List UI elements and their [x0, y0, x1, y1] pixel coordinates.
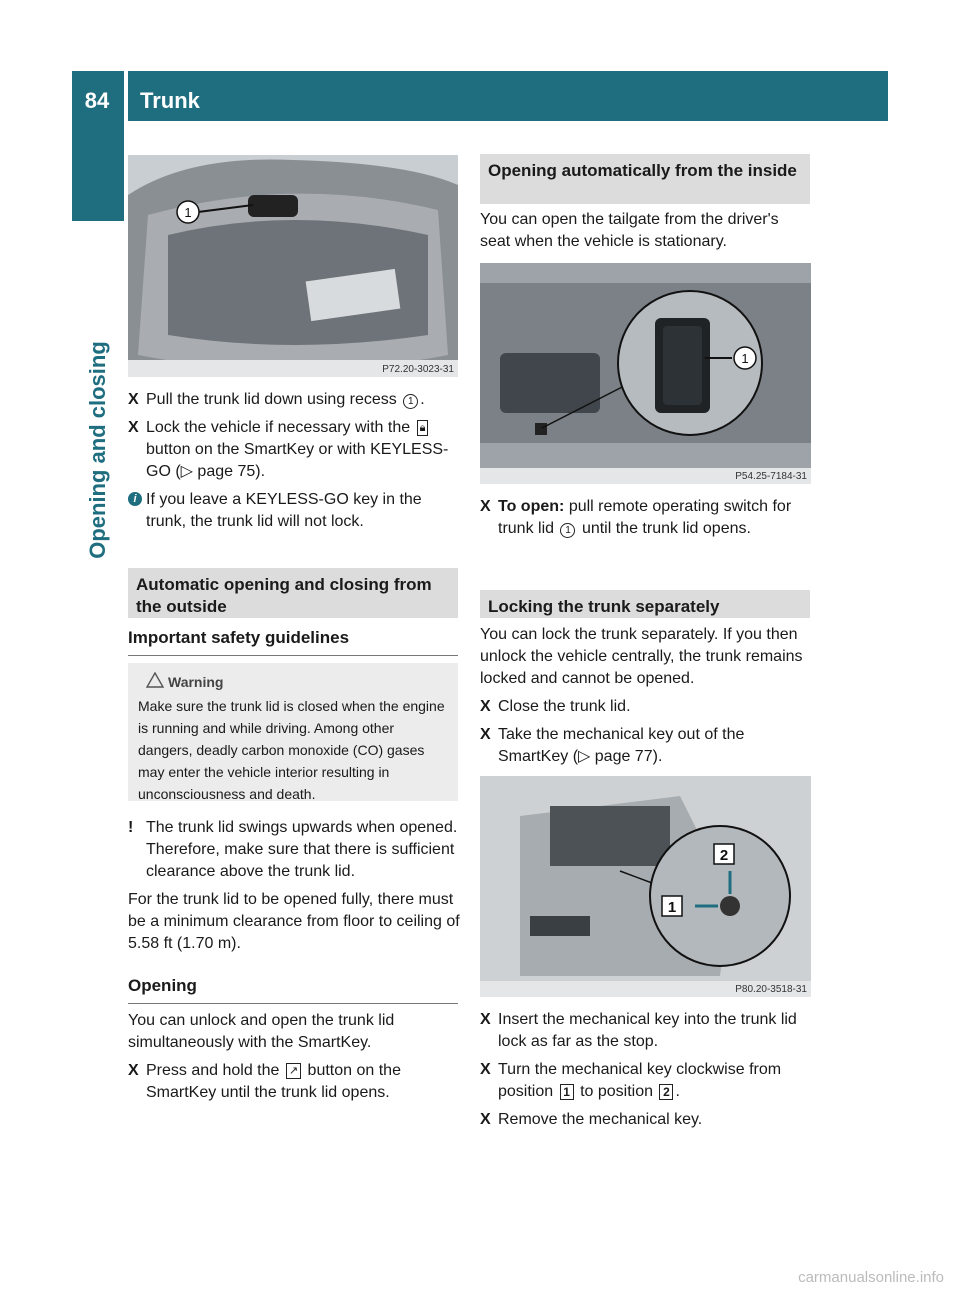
locking-paragraph: You can lock the trunk separately. If you then unlock the vehicle centrally, the trunk remains locked and cannot be opened. — [480, 626, 803, 687]
lock-icon: 🔒︎ — [417, 420, 429, 436]
inside-paragraph: You can open the tailgate from the driver's seat when the vehicle is stationary. — [480, 211, 779, 250]
right-column-key-steps — [480, 1009, 812, 1137]
section-heading-automatic: Automatic opening and closing from the outside — [128, 568, 458, 618]
callout-1: 1 — [667, 899, 677, 916]
page-title: Trunk — [140, 88, 200, 113]
step-insert-key: X Insert the mechanical key into the trunk lid lock as far as the stop. — [480, 1011, 797, 1050]
notice: ! The trunk lid swings upwards when opened. Therefore, make sure that there is sufficient clearance above the trunk lid. — [128, 819, 458, 880]
step-press-hold: X Press and hold the ↗ button on the SmartKey until the trunk lid opens. — [128, 1062, 401, 1101]
section-heading-locking: Locking the trunk separately — [480, 590, 810, 618]
step-to-open: X To open: pull remote operating switch for trunk lid 1 until the trunk lid opens. — [480, 498, 792, 537]
right-column-locking — [480, 624, 812, 774]
step-close-lid: X Close the trunk lid. — [480, 698, 631, 715]
watermark: carmanualsonline.info — [798, 1269, 944, 1286]
warning-text: Make sure the trunk lid is closed when the engine is running and while driving. Among other dangers, deadly carbon monoxide (CO) gases may enter the vehicle interior resulting in unconsciousness and death. — [138, 698, 445, 802]
exclamation-icon: ! — [128, 819, 134, 836]
page-ref-arrow-icon: ▷ — [180, 463, 198, 480]
recess-reference: 1 — [403, 394, 418, 409]
trunk-lock-illustration — [480, 776, 811, 997]
opening-paragraph: You can unlock and open the trunk lid simultaneously with the SmartKey. — [128, 1012, 395, 1051]
trunk-lid-figure — [128, 155, 458, 377]
step-lock-vehicle: X Lock the vehicle if necessary with the 🔒︎ button on the SmartKey or with KEYLESS-GO (▷ page 75). — [128, 419, 449, 480]
step-pull-lid: X Pull the trunk lid down using recess 1 . — [128, 391, 425, 408]
left-column-opening — [128, 1010, 458, 1110]
section-heading-inside: Opening automatically from the inside — [480, 154, 810, 204]
page-link[interactable]: page 77 — [594, 748, 653, 765]
figure-code: P54.25-7184-31 — [735, 471, 807, 482]
page-ref-arrow-icon: ▷ — [578, 748, 595, 765]
position-2-badge: 2 — [659, 1084, 673, 1100]
step-remove-key: X Remove the mechanical key. — [480, 1111, 703, 1128]
switch-reference: 1 — [560, 523, 575, 538]
left-column-steps — [128, 389, 458, 539]
header-divider — [124, 71, 128, 121]
side-tab — [72, 121, 124, 221]
step-turn-key: X Turn the mechanical key clockwise from position 1 to position 2 . — [480, 1061, 782, 1100]
warning-box — [128, 663, 458, 801]
left-column-body — [128, 817, 460, 971]
trunk-lock-figure — [480, 776, 811, 997]
right-column-open-step — [480, 496, 810, 546]
callout-2: 2 — [719, 847, 729, 864]
figure-code: P80.20-3518-31 — [735, 984, 807, 995]
subheading-opening: Opening — [128, 976, 458, 1004]
page-number: 84 — [84, 88, 110, 113]
chapter-label: Opening and closing — [85, 341, 110, 559]
warning-triangle-icon — [146, 672, 164, 688]
figure-code: P72.20-3023-31 — [382, 364, 454, 375]
info-note: i If you leave a KEYLESS-GO key in the trunk, the trunk lid will not lock. — [128, 489, 458, 533]
trunk-lid-illustration — [128, 155, 458, 377]
door-switch-figure — [480, 263, 811, 484]
callout-1: 1 — [741, 351, 749, 366]
callout-1: 1 — [184, 205, 192, 220]
warning-title: Warning — [138, 671, 448, 693]
info-icon: i — [128, 492, 142, 506]
step-take-key: X Take the mechanical key out of the SmartKey (▷ page 77). — [480, 726, 745, 765]
subheading-safety: Important safety guidelines — [128, 628, 458, 656]
door-switch-illustration — [480, 263, 811, 484]
position-1-badge: 1 — [560, 1084, 574, 1100]
clearance-paragraph: For the trunk lid to be opened fully, there must be a minimum clearance from floor to ceiling of 5.58 ft (1.70 m). — [128, 891, 460, 952]
trunk-open-icon: ↗ — [286, 1063, 301, 1079]
page-link[interactable]: page 75 — [197, 463, 256, 480]
